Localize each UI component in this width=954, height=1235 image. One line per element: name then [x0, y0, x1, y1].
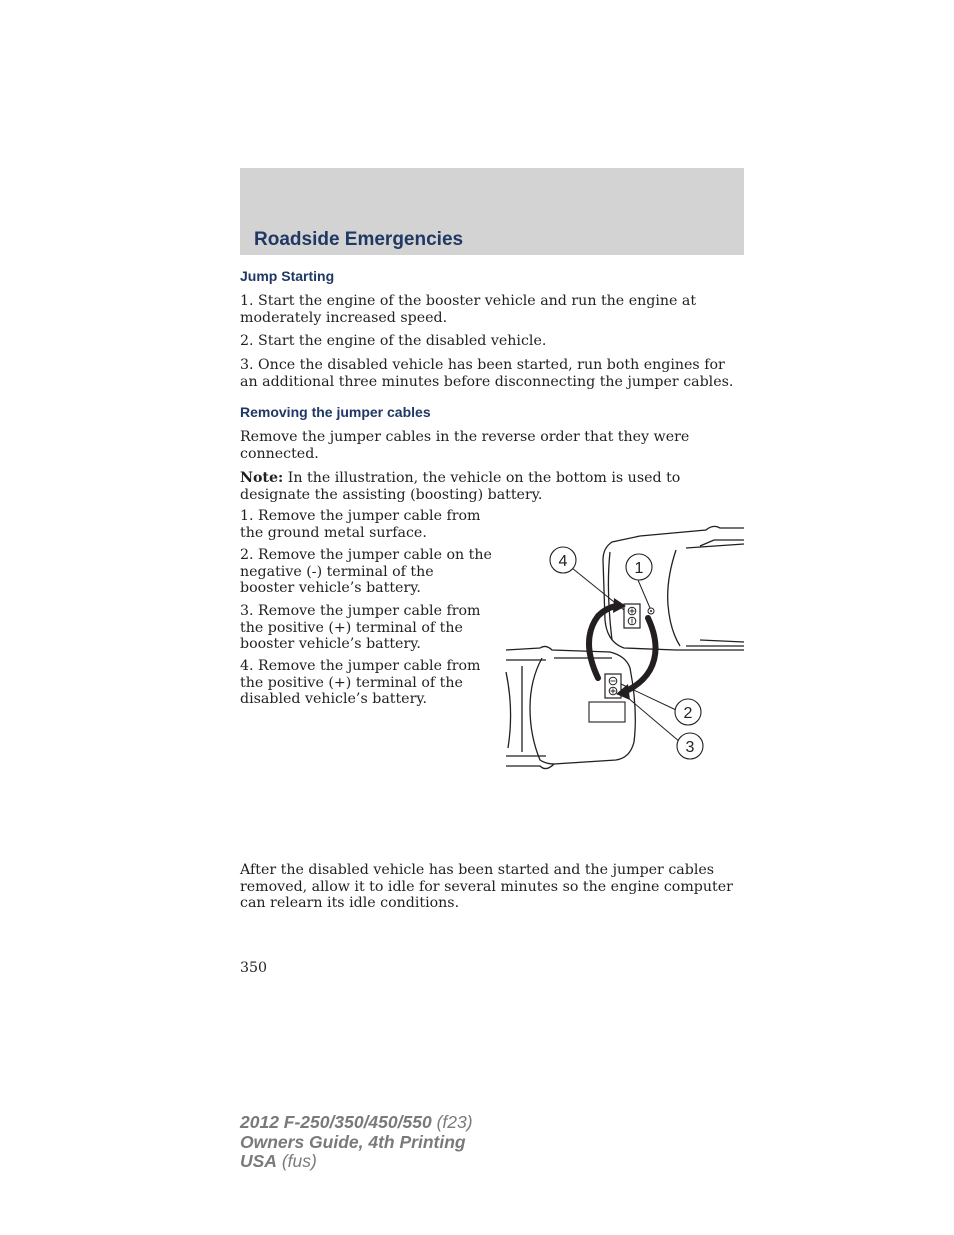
footer-model-line [240, 1113, 473, 1133]
note-paragraph [240, 470, 745, 503]
footer-printing-line: Owners Guide, 4th Printing [240, 1131, 466, 1152]
jump-starting-heading: Jump Starting [240, 268, 335, 284]
footer-region-line [240, 1152, 473, 1172]
negative-terminal-icon [609, 677, 617, 685]
removal-intro: Remove the jumper cables in the reverse order that they were connected. [240, 429, 690, 462]
footer-region-code: (fus) [276, 1151, 317, 1171]
removal-step-3: 3. Remove the jumper cable from the positive (+) terminal of the booster vehicle’s battery. [240, 603, 481, 652]
page-number: 350 [240, 960, 268, 976]
booster-vehicle-battery [589, 674, 625, 722]
footer-model: 2012 F-250/350/450/550 [240, 1112, 432, 1132]
callout-2 [675, 699, 701, 725]
callout-3 [677, 733, 703, 759]
positive-terminal-icon [628, 607, 636, 615]
callout-2-label: 2 [683, 705, 693, 722]
callout-1-label: 1 [634, 560, 644, 577]
jump-step-1: 1. Start the engine of the booster vehicle and run the engine at moderately increased speed. [240, 293, 697, 326]
jump-start-illustration [500, 520, 750, 780]
callout-1 [626, 554, 652, 580]
section-title: Roadside Emergencies [254, 229, 464, 250]
jump-step-3: 3. Once the disabled vehicle has been started, run both engines for an additional three minutes before disconnecting the jumper cables. [240, 357, 734, 390]
callout-3-label: 3 [685, 739, 695, 756]
footer-region: USA [240, 1151, 277, 1171]
removing-cables-heading: Removing the jumper cables [240, 404, 431, 420]
closing-paragraph: After the disabled vehicle has been started and the jumper cables removed, allow it to idle for several minutes so the engine computer can relearn its idle conditions. [240, 862, 733, 911]
footer-model-code: (f23) [431, 1112, 473, 1132]
removal-step-4: 4. Remove the jumper cable from the positive (+) terminal of the disabled vehicle’s battery. [240, 658, 481, 707]
document-footer [240, 1113, 473, 1172]
note-text: In the illustration, the vehicle on the bottom is used to designate the assisting (boosting) battery. [240, 470, 681, 503]
disabled-vehicle [603, 526, 744, 650]
callout-4-label: 4 [558, 553, 568, 570]
ground-point-icon [648, 608, 654, 614]
negative-terminal-icon [628, 617, 636, 625]
section-header-band [240, 168, 744, 255]
removal-step-1: 1. Remove the jumper cable from the ground metal surface. [240, 508, 481, 541]
jump-step-2: 2. Start the engine of the disabled vehicle. [240, 333, 547, 349]
removal-step-2: 2. Remove the jumper cable on the negative (-) terminal of the booster vehicle’s battery. [240, 547, 492, 596]
positive-terminal-icon [609, 687, 617, 695]
callout-4 [550, 547, 576, 573]
note-label: Note: [240, 470, 284, 486]
